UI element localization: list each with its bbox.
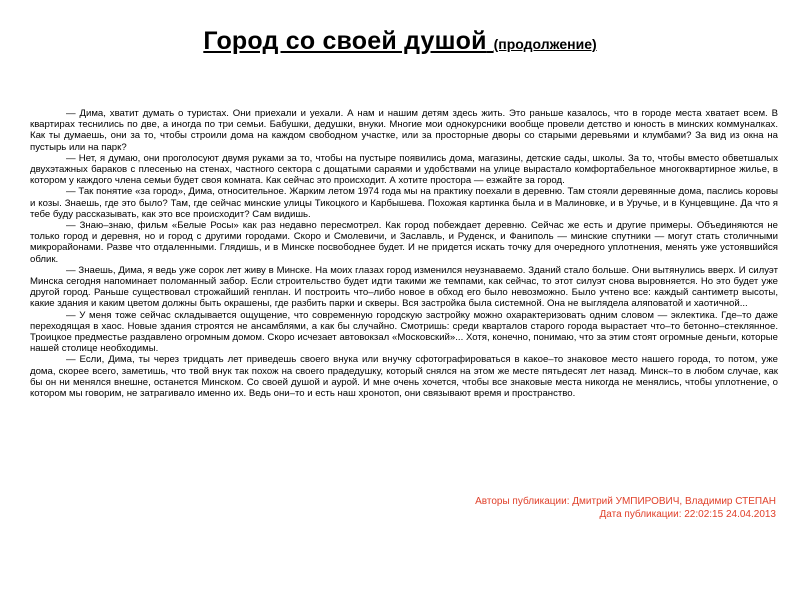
paragraph: — Так понятие «за город», Дима, относительное. Жарким летом 1974 года мы на практику поехали в деревню. Там стояли деревянные дома, паслись коровы и козы. Знаешь, где это было? Там, где сейчас минские улицы Тикоцкого и Карбышева. Похожая картинка была и в Малиновке, и в Уручье, и в Кунцевщине. Да что я тебе буду рассказывать, как это все происходит? Сам видишь. bbox=[30, 186, 778, 220]
paragraph: — Нет, я думаю, они проголосуют двумя руками за то, чтобы на пустыре появились дома, магазины, детские сады, школы. За то, чтобы вместо обветшалых двухэтажных бараков с плесенью на стенах, частного сектора с дощатыми сараями и удобствами на улице вырастало комфортабельное многоквартирное жилье, в котором у каждого члена семьи будет своя комната. Как сейчас это происходит. А хотите простора — езжайте за город. bbox=[30, 152, 778, 187]
paragraph: — У меня тоже сейчас складывается ощущение, что современную городскую застройку можно охарактеризовать одним словом — эклектика. Где–то даже переходящая в хаос. Новые здания строятся не ансамблями, а как бы случайно. Смотришь: среди кварталов старого города вырастает что–то бетонно–стеклянное. Троицкое предместье раздавлено огромным домом. Скоро исчезает автовокзал «Московский»... Хотя, конечно, понимаю, что за этим стоят огромные деньги, которые нашей столице необходимы. bbox=[30, 309, 778, 355]
article-body bbox=[30, 108, 778, 399]
publication-credits bbox=[475, 496, 776, 521]
title-subtitle: (продолжение) bbox=[493, 36, 597, 52]
paragraph: — Знаешь, Дима, я ведь уже сорок лет живу в Минске. На моих глазах город изменился неузнаваемо. Зданий стало больше. Они вытянулись вверх. И силуэт Минска сегодня напоминает поломанный забор. Если строительство будет идти такими же темпами, как сейчас, то этот силуэт снова выровняется. Но это будет уже другой город. Раньше существовал строжайший генплан. И построить что–либо новое в обход его было невозможно. Было учтено все: каждый сантиметр высоты, какие здания и каким цветом должны быть окрашены, где разбить парки и скверы. Вся застройка была системной. Она не выглядела аляповатой и хаотичной... bbox=[30, 264, 778, 310]
paragraph: — Дима, хватит думать о туристах. Они приехали и уехали. А нам и нашим детям здесь жить. Это раньше казалось, что в городе места хватает всем. В квартирах теснились по две, а иногда по три семьи. Бабушки, дедушки, внуки. Многие мои однокурсники вообще провели детство и юность в минских коммуналках. Как ты думаешь, они за то, чтобы строили дома на каждом свободном участке, или за просторные дворы со старыми деревьями и клумбами? За вид из окна на пустырь или на парк? bbox=[30, 108, 778, 153]
authors-line: Авторы публикации: Дмитрий УМПИРОВИЧ, Владимир СТЕПАН bbox=[475, 496, 776, 507]
publication-date: Дата публикации: 22:02:15 24.04.2013 bbox=[599, 508, 776, 520]
title-main: Город со своей душой bbox=[203, 27, 487, 55]
page-title bbox=[0, 27, 800, 56]
paragraph: — Если, Дима, ты через тридцать лет приведешь своего внука или внучку сфотографироваться в какое–то знаковое место нашего города, то потом, уже дома, скорее всего, заметишь, что твой внук так похож на своего прадедушку, который снялся на этом же месте пятьдесят лет назад. Минск–то в любом случае, как бы он ни менялся внешне, останется Минском. Со своей душой и аурой. И мне очень хочется, чтобы все знаковые места никогда не менялись, чтобы уплотнение, о котором мы говорим, не затрагивало именно их. Ведь они–то и есть наш хронотоп, они связывают время и пространство. bbox=[30, 354, 778, 400]
paragraph: — Знаю–знаю, фильм «Белые Росы» как раз недавно пересмотрел. Как город побеждает деревню. Сейчас же есть и другие примеры. Объединяются не только город и деревня, но и город с другими городами. Скоро и Смолевичи, и Заславль, и Руденск, и Фаниполь — минские спутники — могут стать столичными микрорайонами. Разве что отдаленными. Глядишь, и в Минске посвободнее будет. И не придется искать точку для очередного уплотнения, менять уже устоявшийся облик. bbox=[30, 220, 778, 265]
